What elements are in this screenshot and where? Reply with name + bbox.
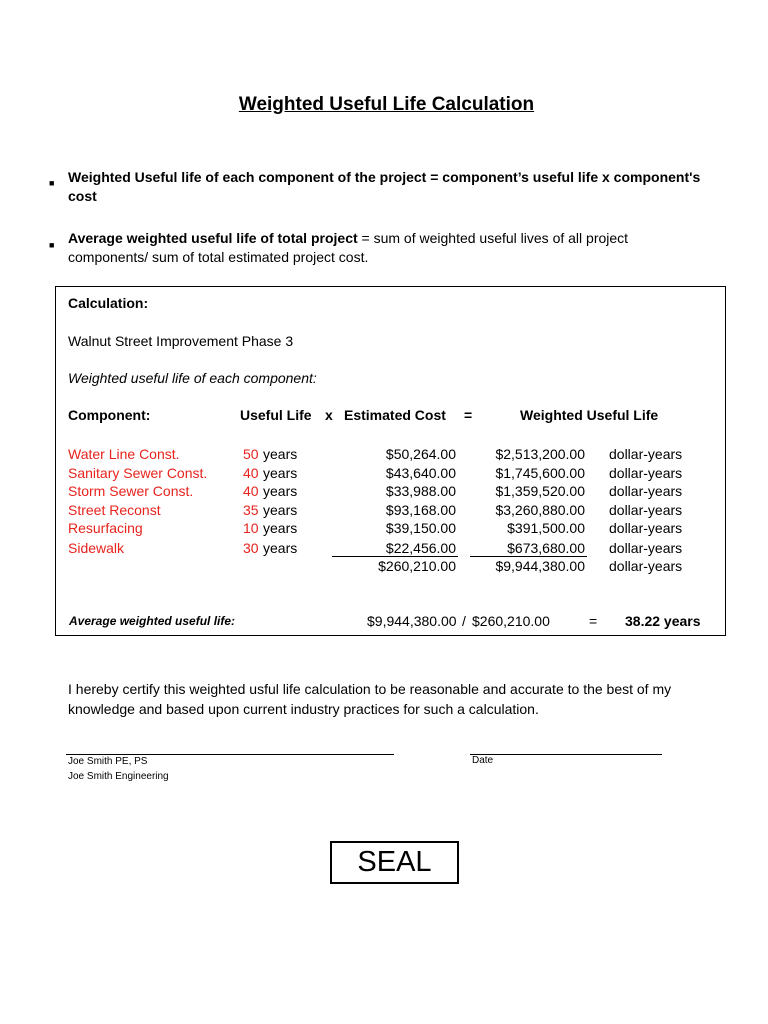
bullet-definition-2 <box>68 229 708 267</box>
header-component: Component: <box>68 407 151 423</box>
signer-name: Joe Smith PE, PS <box>68 756 148 767</box>
weighted-unit: dollar-years <box>609 483 683 499</box>
average-label: Average weighted useful life: <box>69 614 236 628</box>
header-estimated-cost: Estimated Cost <box>344 407 446 423</box>
date-line <box>470 754 662 755</box>
weighted-unit: dollar-years <box>609 520 683 536</box>
bullet-marker: ■ <box>49 178 55 188</box>
useful-life-value: 40 <box>243 483 259 499</box>
useful-life-value: 10 <box>243 520 259 536</box>
useful-life-value: 50 <box>243 446 259 462</box>
bullet-2-normal: = sum of weighted useful lives of all project components/ sum of total estimated project cost. <box>68 230 629 265</box>
useful-life-unit: years <box>263 520 298 536</box>
certification-text: I hereby certify this weighted usful life calculation to be reasonable and accurate to the best of my knowledge and based upon current industry practices for such a calculation. <box>68 681 672 717</box>
component-name: Sanitary Sewer Const. <box>68 465 208 481</box>
header-useful-life: Useful Life <box>240 407 312 423</box>
useful-life-unit: years <box>263 502 298 518</box>
header-times: x <box>325 407 333 423</box>
seal-box <box>330 841 459 884</box>
weighted-value: $2,513,200.00 <box>495 446 585 462</box>
component-name: Resurfacing <box>68 520 143 536</box>
date-label: Date <box>472 755 494 766</box>
weighted-value: $3,260,880.00 <box>495 502 585 518</box>
signature-line <box>66 754 394 755</box>
useful-life-value: 35 <box>243 502 259 518</box>
total-weighted-unit: dollar-years <box>609 558 683 574</box>
useful-life-unit: years <box>263 446 298 462</box>
component-name: Sidewalk <box>68 540 125 556</box>
estimated-cost: $39,150.00 <box>385 520 456 536</box>
useful-life-value: 40 <box>243 465 259 481</box>
estimated-cost: $22,456.00 <box>385 540 456 556</box>
weighted-unit: dollar-years <box>609 465 683 481</box>
average-slash: / <box>462 613 466 629</box>
header-equals: = <box>464 407 473 423</box>
cost-sum-line <box>332 556 458 557</box>
project-name: Walnut Street Improvement Phase 3 <box>68 333 294 349</box>
calculation-heading: Calculation: <box>68 295 149 311</box>
weighted-unit: dollar-years <box>609 446 683 462</box>
average-result: 38.22 years <box>625 613 701 629</box>
bullet-definition-1 <box>68 168 708 206</box>
weighted-sum-line <box>470 556 587 557</box>
bullet-2-bold: Average weighted useful life of total project <box>68 230 358 246</box>
useful-life-unit: years <box>263 540 298 556</box>
average-equals: = <box>589 613 598 629</box>
signer-company: Joe Smith Engineering <box>68 771 169 782</box>
weighted-value: $391,500.00 <box>507 520 585 536</box>
document-title: Weighted Useful Life Calculation <box>238 94 535 115</box>
estimated-cost: $93,168.00 <box>385 502 456 518</box>
weighted-value: $673,680.00 <box>507 540 585 556</box>
component-subheading: Weighted useful life of each component: <box>68 370 317 386</box>
component-name: Water Line Const. <box>68 446 180 462</box>
bullet-1-bold: Weighted Useful life of each component of the project = component’s useful life x component's cost <box>68 169 701 204</box>
estimated-cost: $33,988.00 <box>385 483 456 499</box>
useful-life-value: 30 <box>243 540 259 556</box>
bullet-marker: ■ <box>49 240 55 250</box>
average-denominator: $260,210.00 <box>472 613 550 629</box>
header-weighted: Weighted Useful Life <box>520 407 659 423</box>
weighted-value: $1,745,600.00 <box>495 465 585 481</box>
component-name: Storm Sewer Const. <box>68 483 194 499</box>
average-numerator: $9,944,380.00 <box>367 613 457 629</box>
useful-life-unit: years <box>263 483 298 499</box>
total-weighted: $9,944,380.00 <box>495 558 585 574</box>
component-name: Street Reconst <box>68 502 161 518</box>
seal-label: SEAL <box>357 846 432 878</box>
weighted-unit: dollar-years <box>609 502 683 518</box>
total-cost: $260,210.00 <box>378 558 456 574</box>
estimated-cost: $50,264.00 <box>385 446 456 462</box>
weighted-value: $1,359,520.00 <box>495 483 585 499</box>
weighted-unit: dollar-years <box>609 540 683 556</box>
useful-life-unit: years <box>263 465 298 481</box>
estimated-cost: $43,640.00 <box>385 465 456 481</box>
